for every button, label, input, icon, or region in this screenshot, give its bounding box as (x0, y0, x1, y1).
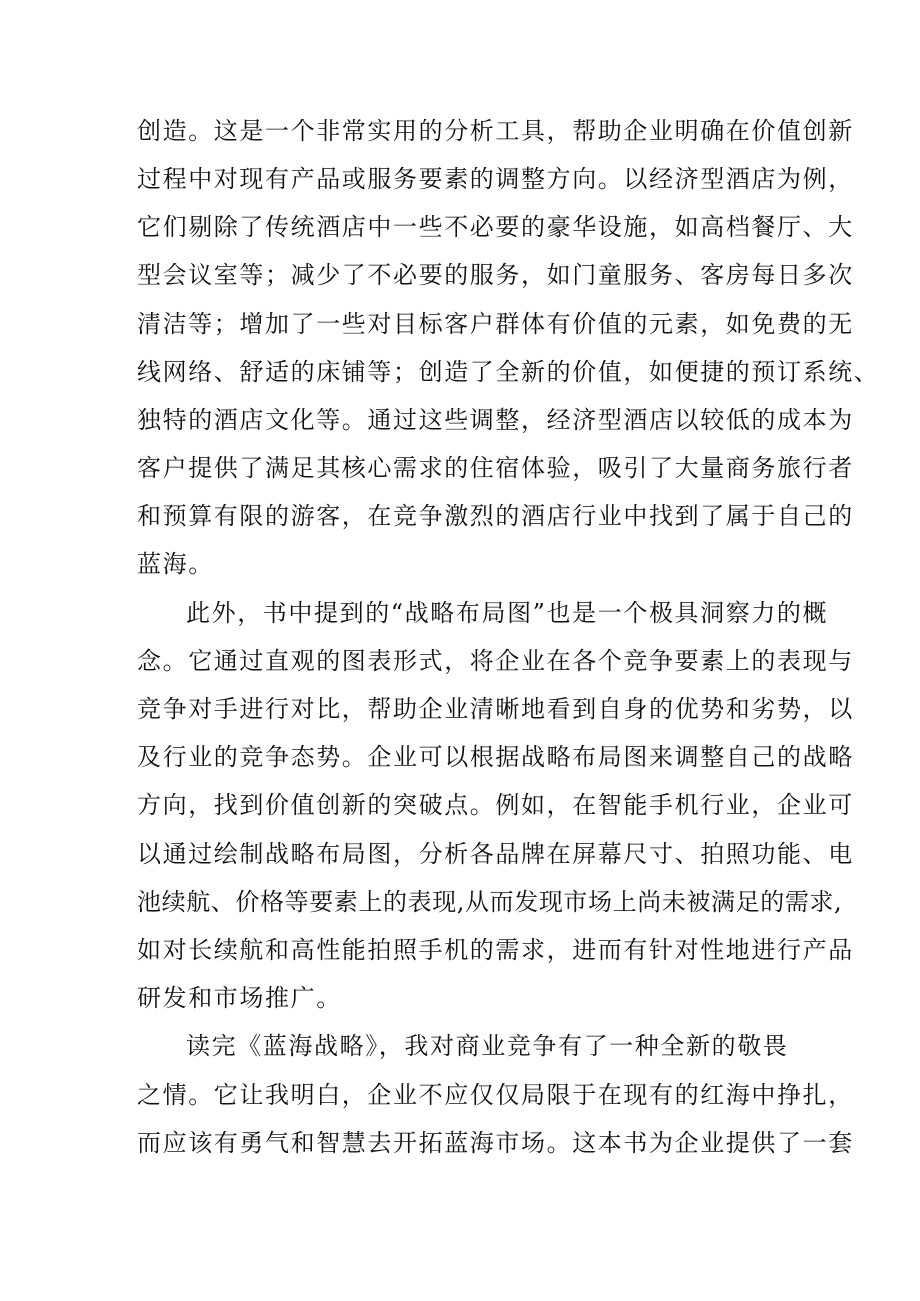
text-line: 念。它通过直观的图表形式，将企业在各个竞争要素上的表现与 (137, 647, 854, 675)
text-line: 线网络、舒适的床铺等；创造了全新的价值，如便捷的预订系统、 (137, 358, 880, 386)
text-line: 蓝海。 (137, 550, 214, 578)
text-line: 过程中对现有产品或服务要素的调整方向。以经济型酒店为例， (137, 165, 854, 193)
text-line: 它们剔除了传统酒店中一些不必要的豪华设施，如高档餐厅、大 (137, 213, 854, 241)
text-line: 竞争对手进行对比，帮助企业清晰地看到自身的优势和劣势，以 (137, 695, 854, 723)
text-line: 池续航、价格等要素上的表现,从而发现市场上尚未被满足的需求, (137, 888, 843, 916)
text-line: 方向，找到价值创新的突破点。例如，在智能手机行业，企业可 (137, 791, 854, 819)
text-line: 创造。这是一个非常实用的分析工具，帮助企业明确在价值创新 (137, 117, 854, 145)
text-line: 以通过绘制战略布局图，分析各品牌在屏幕尺寸、拍照功能、电 (137, 840, 854, 868)
text-line: 之情。它让我明白，企业不应仅仅局限于在现有的红海中挣扎， (137, 1081, 854, 1109)
text-line: 和预算有限的游客，在竞争激烈的酒店行业中找到了属于自己的 (137, 502, 854, 530)
text-line: 清洁等；增加了一些对目标客户群体有价值的元素，如免费的无 (137, 310, 854, 338)
text-line: 型会议室等；减少了不必要的服务，如门童服务、客房每日多次 (137, 261, 854, 289)
text-line: 如对长续航和高性能拍照手机的需求，进而有针对性地进行产品 (137, 936, 854, 964)
text-line: 客户提供了满足其核心需求的住宿体验，吸引了大量商务旅行者 (137, 454, 854, 482)
text-line: 及行业的竞争态势。企业可以根据战略布局图来调整自己的战略 (137, 743, 854, 771)
paragraph-start-line: 读完《蓝海战略》，我对商业竞争有了一种全新的敬畏 (186, 1032, 789, 1060)
text-line: 独特的酒店文化等。通过这些调整，经济型酒店以较低的成本为 (137, 406, 854, 434)
text-line: 研发和市场推广。 (137, 984, 342, 1012)
text-line: 而应该有勇气和智慧去开拓蓝海市场。这本书为企业提供了一套 (137, 1129, 854, 1157)
paragraph-start-line: 此外，书中提到的“战略布局图”也是一个极具洞察力的概 (186, 599, 829, 627)
